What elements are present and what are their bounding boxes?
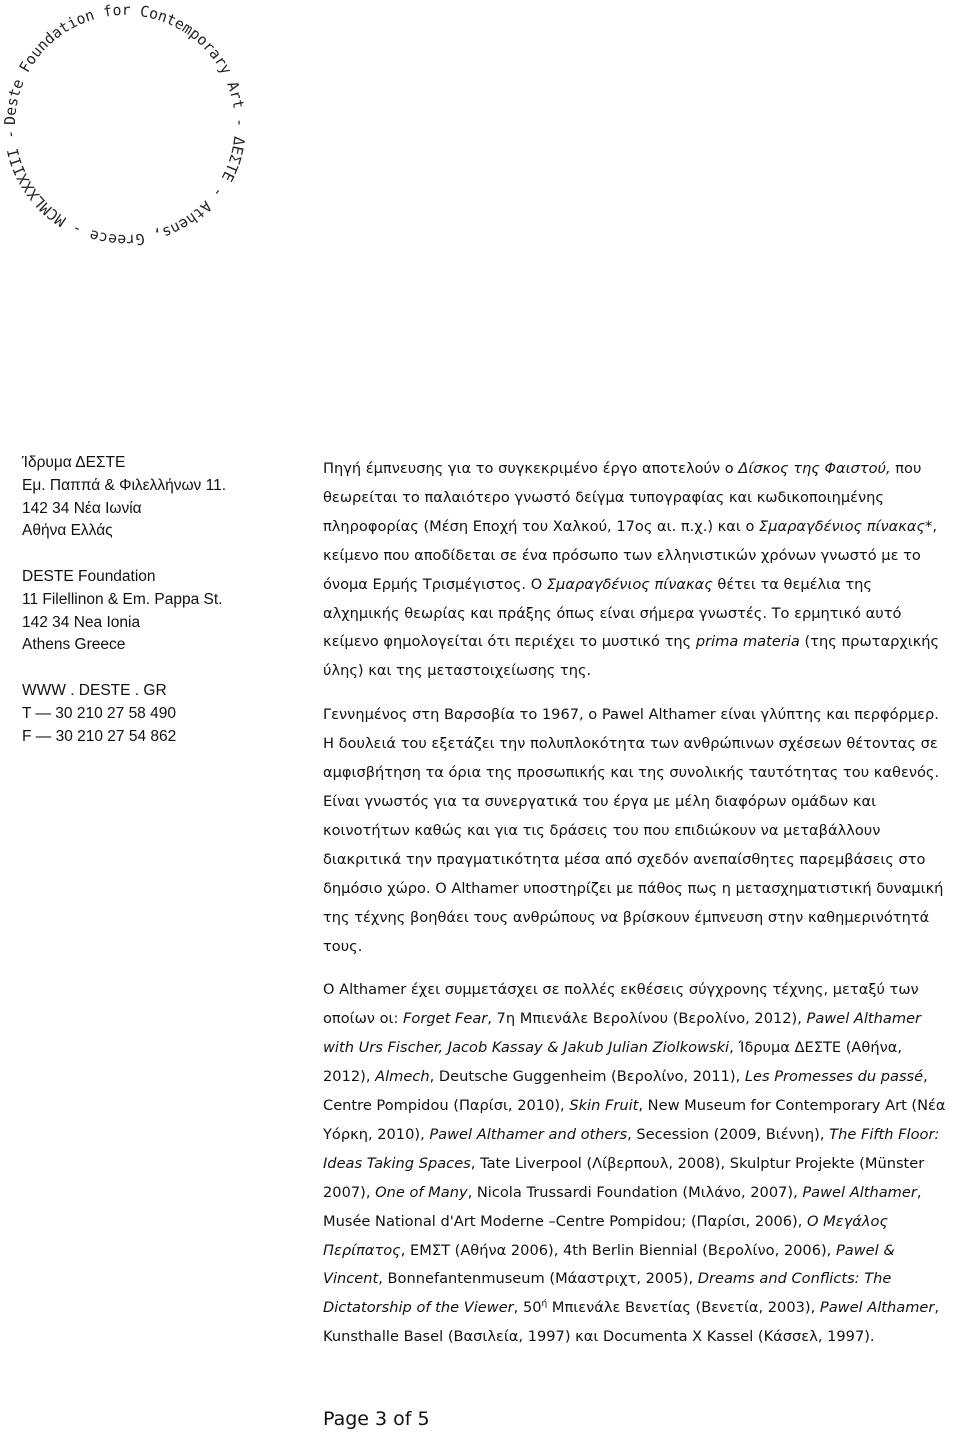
exhibition-title: Ο Μεγάλος Περίπατος bbox=[323, 1212, 889, 1259]
telephone-number: T — 30 210 27 58 490 bbox=[22, 704, 176, 722]
exhibition-title: Pawel Althamer bbox=[802, 1183, 917, 1201]
text-run: , Nicola Trussardi Foundation (Μιλάνο, 2007), bbox=[467, 1183, 803, 1201]
exhibition-title: The Fifth Floor: Ideas Taking Spaces bbox=[323, 1125, 940, 1172]
seal-text: Deste Foundation for Contemporary Art - ΔΕΣΤΕ - Athens, Greece - MCMLXXXIII - bbox=[0, 0, 250, 250]
text-run: που θεωρείται το παλαιότερο γνωστό δείγμα τυπογραφίας και κωδικοποιημένης πληροφορίας (Μέση Εποχή του Χαλκού, 17ος αι. π.χ.) και ο bbox=[323, 460, 922, 535]
exhibition-title: Skin Fruit bbox=[569, 1097, 639, 1115]
text-run: , Deutsche Guggenheim (Βερολίνο, 2011), bbox=[429, 1068, 745, 1086]
page-number: Page 3 of 5 bbox=[323, 1408, 430, 1430]
text-run: , Tate Liverpool (Λίβερπουλ, 2008), Skulptur Projekte (Münster 2007), bbox=[323, 1154, 925, 1201]
exhibition-title: Dreams and Conflicts: The Dictatorship of the Viewer bbox=[323, 1270, 892, 1317]
greek-address bbox=[22, 452, 292, 543]
paragraph-inspiration bbox=[323, 455, 948, 686]
exhibition-title: Pawel Althamer bbox=[819, 1299, 935, 1317]
paragraph-biography: Γεννημένος στη Βαρσοβία το 1967, ο Pawel Althamer είναι γλύπτης και περφόρμερ. Η δουλειά του εξετάζει την πολυπλοκότητα των ανθρώπινων σχέσεων θέτοντας σε αμφισβήτηση τα όρια της προσωπικής και της συνολικής ταυτότητας του καθενός. Είναι γνωστός για τα συνεργατικά του έργα με μέλη διαφόρων ομάδων και κοινοτήτων καθώς και για τις δράσεις του που επιδιώκουν να μεταβάλλουν διακριτικά την πραγματικότητα μέσα από σχεδόν ανεπαίσθητες παρεμβάσεις στο δημόσιο χώρο. Ο Althamer υποστηρίζει με πάθος πως η μετασχηματιστική δυναμική της τέχνης βοηθάει τους ανθρώπους να βρίσκουν έμπνευση στην καθημερινότητά τους. bbox=[323, 706, 944, 955]
text-run: , ΕΜΣΤ (Αθήνα 2006), 4th Berlin Biennial (Βερολίνο, 2006), bbox=[400, 1241, 836, 1259]
exhibition-title: One of Many bbox=[375, 1183, 468, 1201]
text-run: , Musée National d'Art Moderne –Centre Pompidou; (Παρίσι, 2006), bbox=[323, 1183, 922, 1230]
text-run: , 50 bbox=[513, 1299, 542, 1317]
work-title: Σμαραγδένιος πίνακας* bbox=[759, 517, 933, 535]
text-run: , Centre Pompidou (Παρίσι, 2010), bbox=[323, 1068, 928, 1115]
ordinal-superscript: ή bbox=[541, 1299, 548, 1310]
english-address-line: 142 34 Nea Ionia bbox=[22, 613, 141, 631]
work-title: Σμαραγδένιος πίνακας bbox=[546, 575, 713, 593]
text-run: , 7η Μπιενάλε Βερολίνου (Βερολίνο, 2012), bbox=[487, 1010, 807, 1028]
english-address-line: DESTE Foundation bbox=[22, 567, 156, 585]
greek-address-line: 142 34 Νέα Ιωνία bbox=[22, 499, 142, 517]
deste-circular-seal-logo bbox=[0, 0, 250, 250]
exhibition-title: Pawel Althamer with Urs Fischer, Jacob Kassay & Jakub Julian Ziolkowski bbox=[323, 1010, 922, 1057]
english-address bbox=[22, 566, 292, 657]
text-run: , Secession (2009, Βιέννη), bbox=[627, 1125, 830, 1143]
sidebar-address-block bbox=[22, 452, 292, 748]
greek-address-line: Εμ. Παππά & Φιλελλήνων 11. bbox=[22, 476, 227, 494]
work-title: Δίσκος της Φαιστού, bbox=[738, 460, 891, 477]
english-address-line: 11 Filellinon & Em. Pappa St. bbox=[22, 590, 223, 608]
text-run: Ο Althamer έχει συμμετάσχει σε πολλές εκθέσεις σύγχρονης τέχνης, μεταξύ των οποίων οι: bbox=[323, 981, 919, 1028]
text-run: , Kunsthalle Basel (Βασιλεία, 1997) και Documenta X Kassel (Κάσσελ, 1997). bbox=[323, 1299, 940, 1346]
exhibition-title: Almech bbox=[375, 1068, 430, 1086]
exhibition-title: Pawel & Vincent bbox=[323, 1241, 895, 1288]
text-run: , Bonnefantenmuseum (Μάαστριχτ, 2005), bbox=[378, 1270, 698, 1288]
fax-number: F — 30 210 27 54 862 bbox=[22, 727, 177, 745]
paragraph-exhibitions bbox=[323, 976, 948, 1352]
text-run: Μπιενάλε Βενετίας (Βενετία, 2003), bbox=[547, 1299, 820, 1317]
text-run: , Ίδρυμα ΔΕΣΤΕ (Αθήνα, 2012), bbox=[323, 1039, 902, 1086]
greek-address-line: Αθήνα Ελλάς bbox=[22, 522, 113, 540]
english-address-line: Athens Greece bbox=[22, 636, 126, 654]
exhibition-title: Pawel Althamer and others bbox=[429, 1125, 628, 1143]
greek-address-line: Ίδρυμα ΔΕΣΤΕ bbox=[22, 454, 126, 471]
contact-info bbox=[22, 680, 292, 748]
main-text bbox=[323, 455, 948, 1367]
website-link[interactable]: WWW . DESTE . GR bbox=[22, 681, 167, 699]
text-run: , κείμενο που αποδίδεται σε ένα πρόσωπο των ελληνιστικών χρόνων γνωστό με το όνομα Ερμής Τρισμέγιστος. Ο bbox=[323, 517, 937, 593]
text-run: θέτει τα θεμέλια της αλχημικής θεωρίας και πράξης όπως είναι σήμερα γνωστές. Το ερμητικό αυτό κείμενο φημολογείται ότι περιέχει το μυστικό της bbox=[323, 575, 902, 651]
text-run: (της πρωταρχικής ύλης) και της μεταστοιχείωσης της. bbox=[323, 633, 940, 680]
text-run: , New Museum for Contemporary Art (Νέα Υόρκη, 2010), bbox=[323, 1097, 946, 1143]
exhibition-title: Forget Fear bbox=[403, 1010, 488, 1028]
work-title: prima materia bbox=[695, 633, 800, 651]
text-run: Πηγή έμπνευσης για το συγκεκριμένο έργο αποτελούν ο bbox=[323, 460, 739, 477]
exhibition-title: Les Promesses du passé bbox=[744, 1068, 924, 1086]
